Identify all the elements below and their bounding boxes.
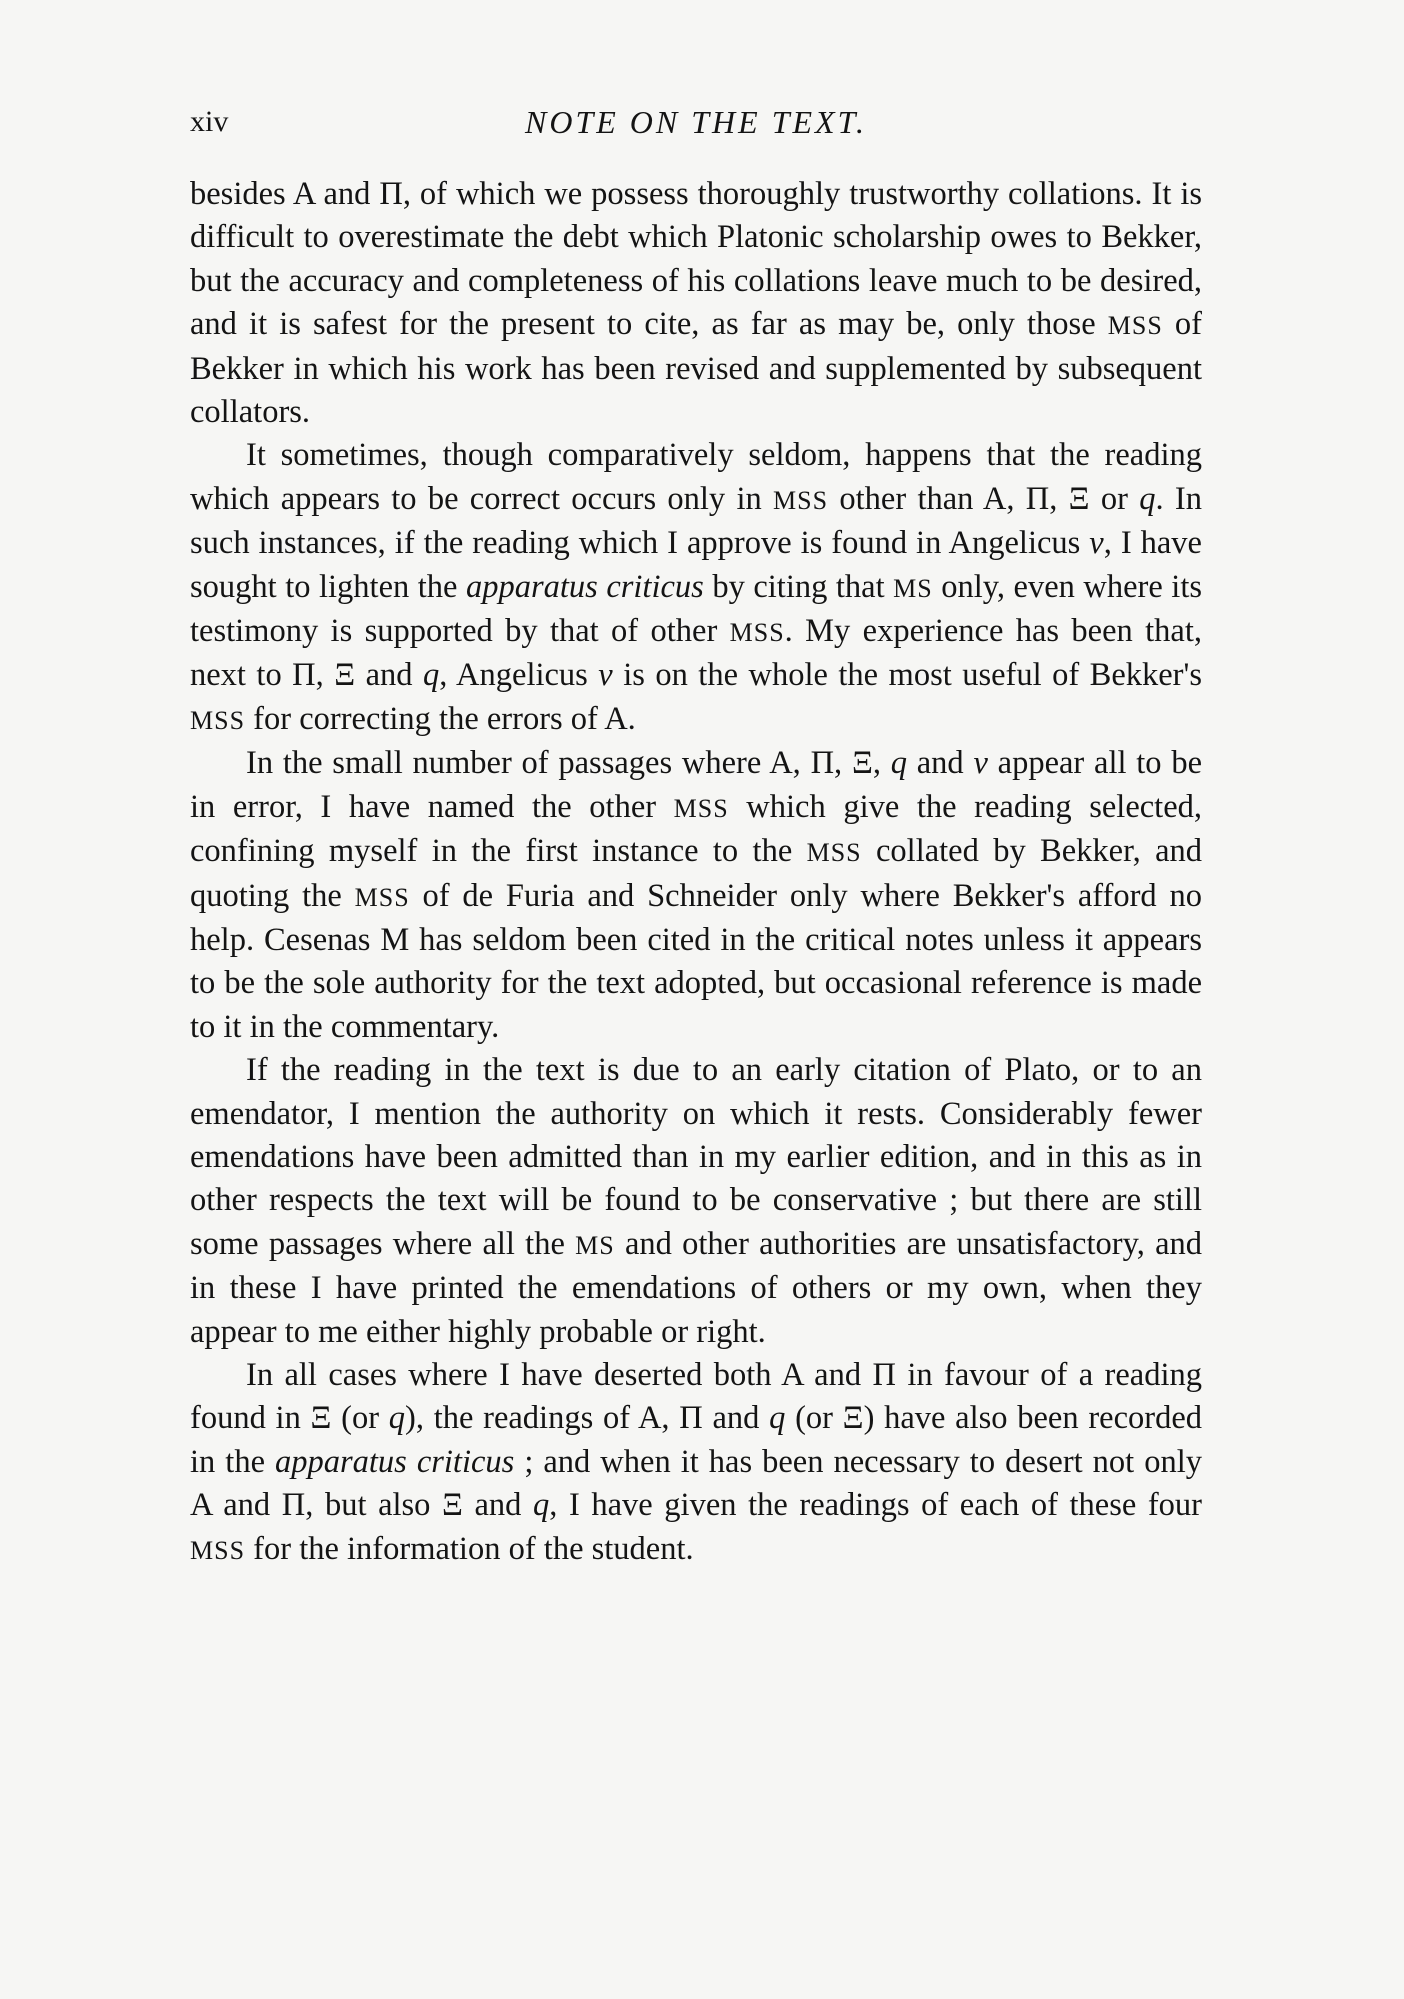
paragraph-1: besides A and Π, of which we possess thoroughly trustworthy collations. It is difficult to overestimate the debt which Platonic scholarship owes to Bekker, but the accuracy and completeness of his collations leave much to be desired, and it is safest for the present to cite, as far as may be, only those MSS of Bekker in which his work has been revised and supplemented by subsequent collators. bbox=[190, 176, 1202, 431]
paragraph-2: It sometimes, though comparatively seldom, happens that the reading which appears to be correct occurs only in MSS other than A, Π, Ξ or q. In such instances, if the reading which I approve is found in Angelicus v, I have sought to lighten the apparatus criticus by citing that MS only, even where its testimony is supported by that of other MSS. My experience has been that, next to Π, Ξ and q, Angelicus v is on the whole the most useful of Bekker's MSS for correcting the errors of A. bbox=[190, 437, 1203, 737]
body-text bbox=[190, 173, 1202, 1572]
running-title: NOTE ON THE TEXT. bbox=[524, 104, 867, 140]
paragraph-4: If the reading in the text is due to an early citation of Plato, or to an emendator, I mention the authority on which it rests. Considerably fewer emendations have been admitted than in my earlier edition, and in this as in other respects the text will be found to be conservative ; but there are still some passages where all the MS and other authorities are unsatisfactory, and in these I have printed the emendations of others or my own, when they appear to me either highly probable or right. bbox=[190, 1052, 1203, 1350]
paragraph-5: In all cases where I have deserted both A and Π in favour of a reading found in Ξ (or q), the readings of A, Π and q (or Ξ) have also been recorded in the apparatus criticus ; and when it has been necessary to desert not only A and Π, but also Ξ and q, I have given the readings of each of these four MSS for the information of the student. bbox=[190, 1356, 1203, 1567]
page-header bbox=[190, 102, 1202, 142]
page-number: xiv bbox=[190, 105, 229, 138]
paragraph-3: In the small number of passages where A, Π, Ξ, q and v appear all to be in error, I have named the other MSS which give the reading selected, confining myself in the first instance to the MSS collated by Bekker, and quoting the MSS of de Furia and Schneider only where Bekker's afford no help. Cesenas M has seldom been cited in the critical notes unless it appears to be the sole authority for the text adopted, but occasional reference is made to it in the commentary. bbox=[190, 745, 1203, 1045]
